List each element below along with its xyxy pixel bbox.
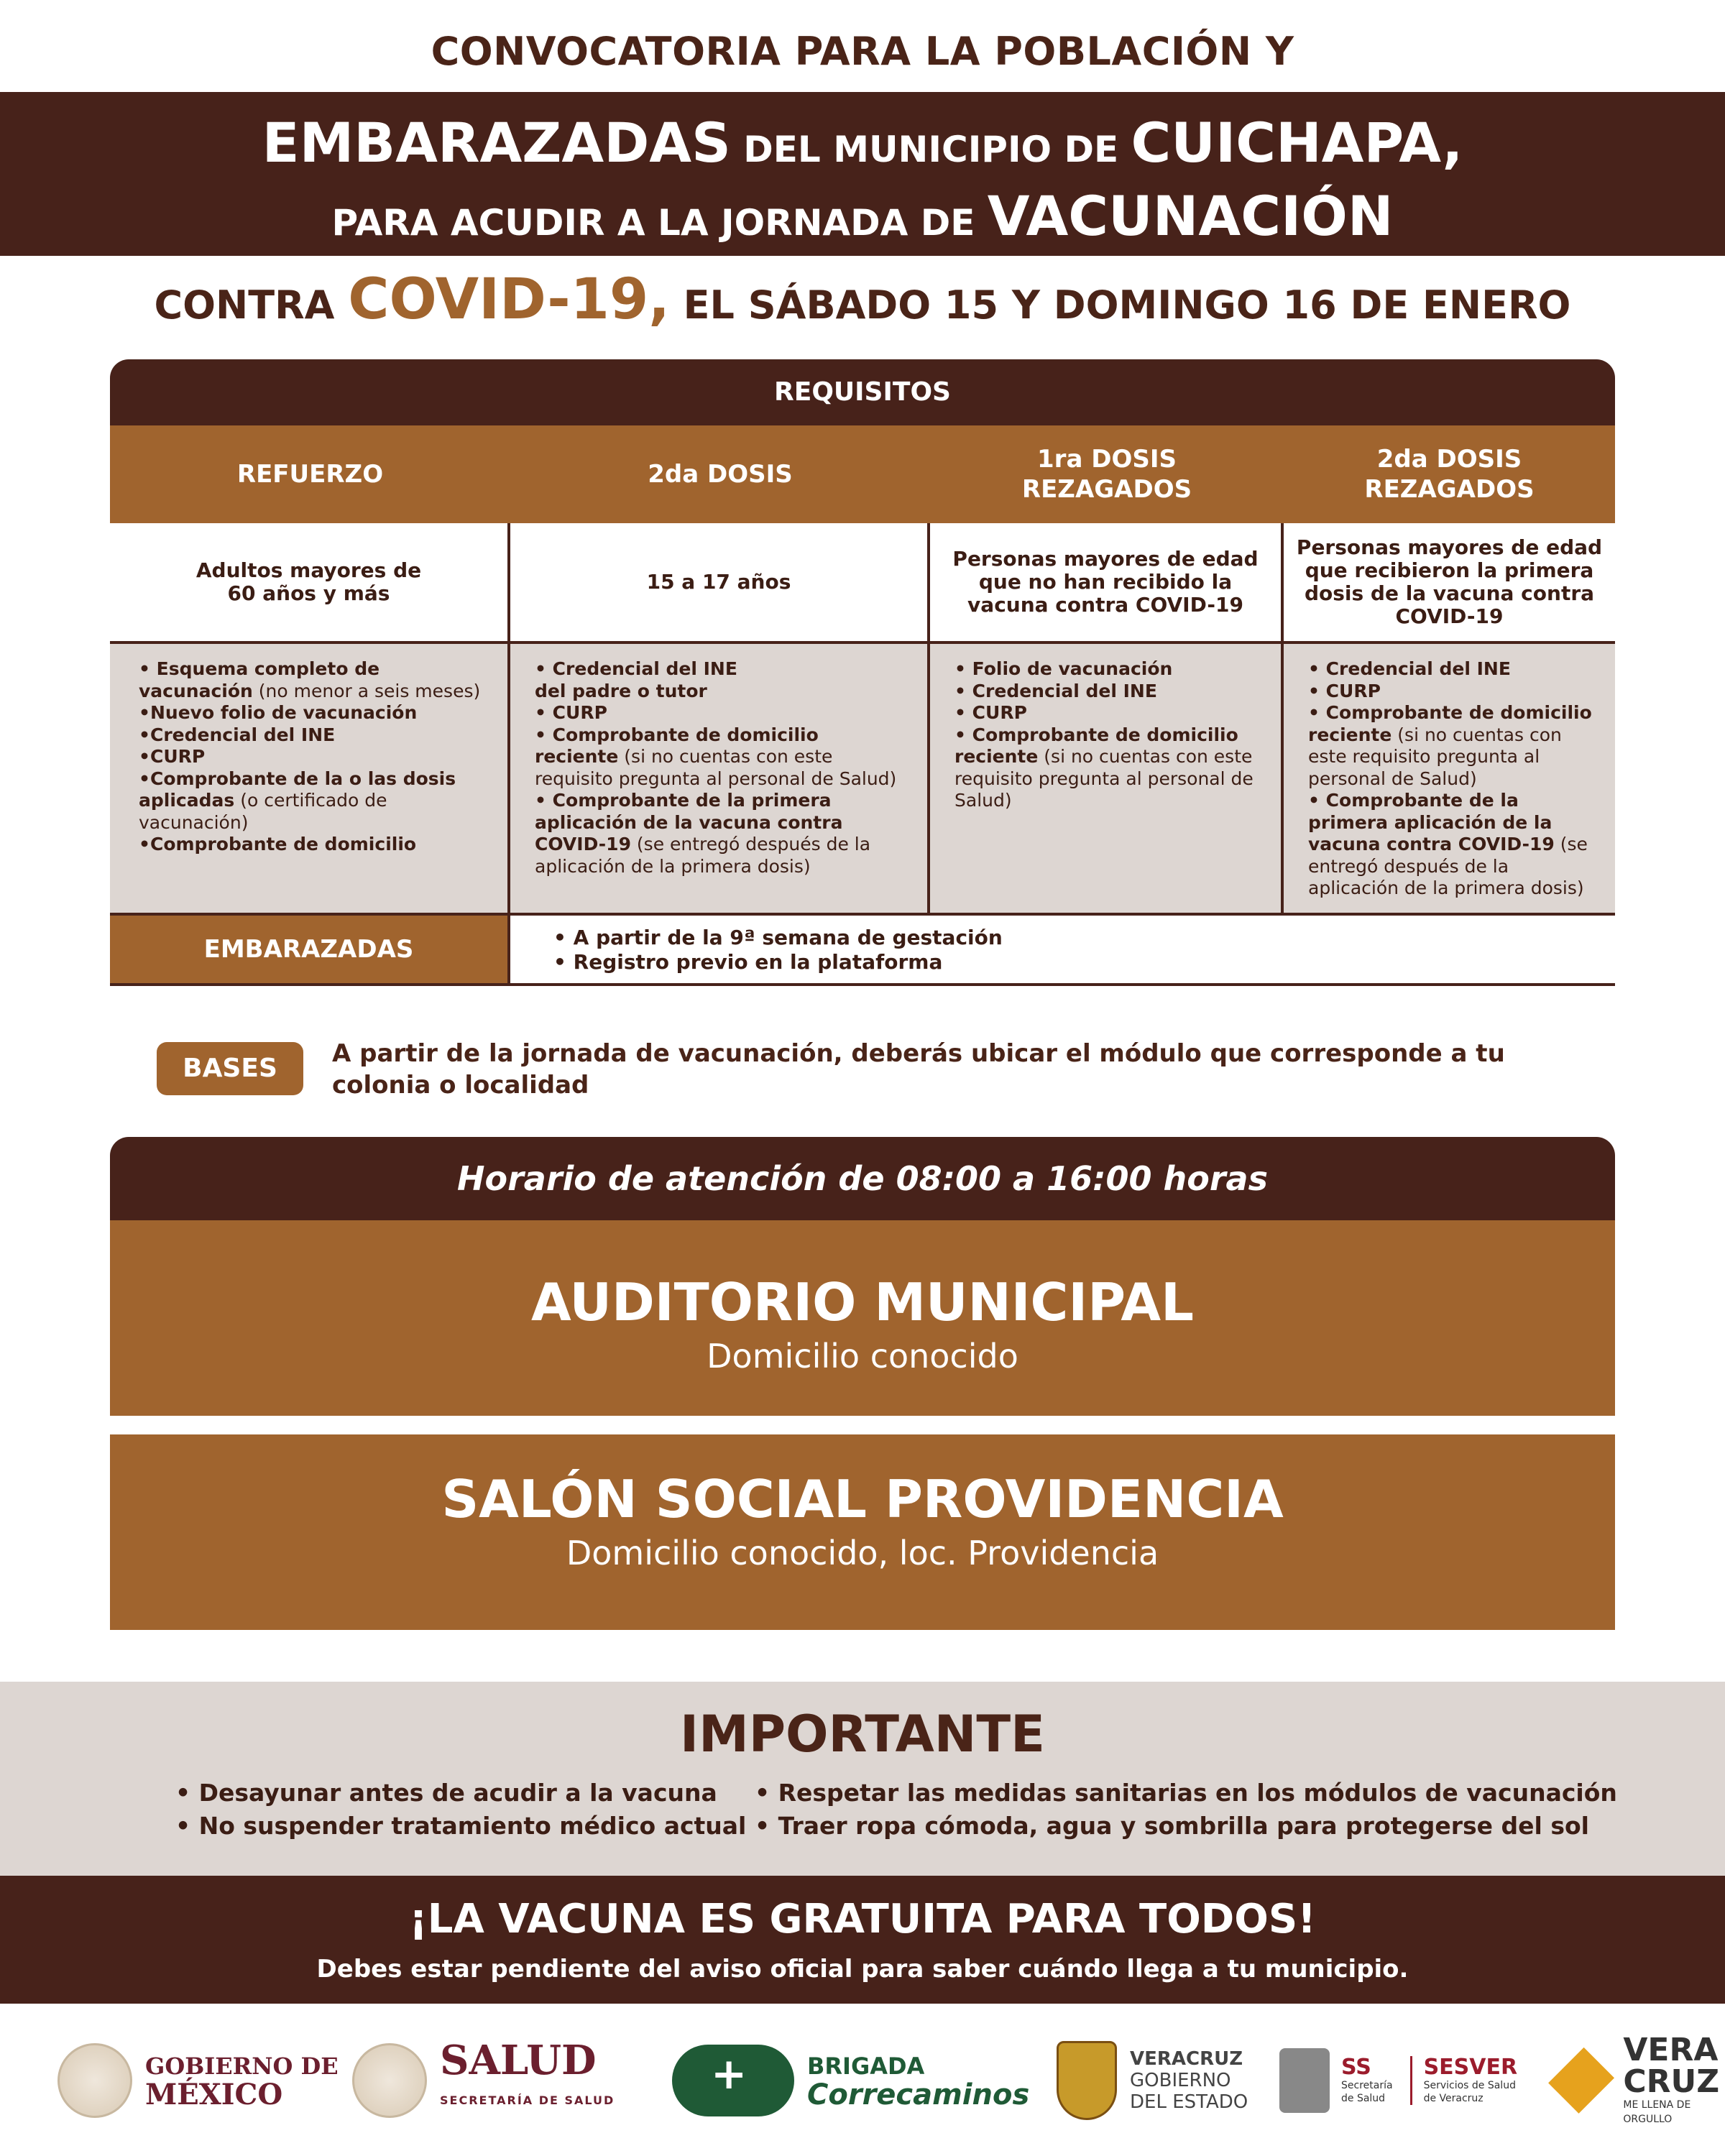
important-left-list [175, 1777, 746, 1843]
venue-name: SALÓN SOCIAL PROVIDENCIA [441, 1469, 1284, 1529]
eagle-seal-icon [58, 2043, 132, 2118]
embarazadas-row [110, 916, 1615, 986]
venue-salon [110, 1434, 1615, 1630]
doc-item: • CURP [1308, 680, 1381, 701]
important-item: • Desayunar antes de acudir a la vacuna [175, 1779, 717, 1807]
free-vaccine-banner [0, 1876, 1725, 2004]
col-segunda-rezagados [1284, 425, 1615, 523]
requirements-header-row [110, 425, 1615, 523]
doc-item: • Credencial del INE [954, 680, 1157, 701]
ss-title: SS [1341, 2055, 1371, 2080]
venue-name: AUDITORIO MUNICIPAL [531, 1272, 1194, 1332]
docs-primera-rez [930, 644, 1284, 913]
title-municipio-text: DEL MUNICIPIO DE [730, 129, 1131, 170]
doc-item: •Credencial del INE [139, 724, 336, 745]
free-title: ¡LA VACUNA ES GRATUITA PARA TODOS! [409, 1896, 1316, 1943]
salud-subtitle: SECRETARÍA DE SALUD [440, 2093, 615, 2107]
title-embarazadas: EMBARAZADAS [262, 111, 731, 175]
bases-badge: BASES [157, 1042, 303, 1095]
col-primera-rezagados [930, 425, 1284, 523]
veracruz-line-1: VERACRUZ [1130, 2048, 1243, 2070]
age-refuerzo-text: Adultos mayores de 60 años y más [196, 558, 422, 605]
requirements-table [110, 359, 1615, 986]
title-line-2 [0, 111, 1725, 175]
important-item: • Respetar las medidas sanitarias en los módulos de vacunación [755, 1779, 1617, 1807]
free-subtitle: Debes estar pendiente del aviso oficial para saber cuándo llega a tu municipio. [316, 1955, 1409, 1984]
veracruz-line-2: GOBIERNO [1130, 2070, 1231, 2091]
venue-auditorio [110, 1220, 1615, 1416]
title-line-3 [0, 184, 1725, 248]
docs-segunda-rez [1284, 644, 1615, 913]
doc-item: • Comprobante de la primera aplicación de la vacuna contra COVID-19 (se entregó después de la aplicación de la primera dosis) [1308, 790, 1588, 898]
salud-logo [352, 2034, 615, 2127]
hours-banner: Horario de atención de 08:00 a 16:00 horas [110, 1137, 1615, 1220]
date-covid: COVID-19, [348, 267, 670, 332]
title-band [0, 92, 1725, 256]
doc-item: • CURP [954, 702, 1027, 723]
important-section [0, 1682, 1725, 1876]
vera-line-2: CRUZ [1623, 2063, 1720, 2100]
ss-emblem-icon [1279, 2048, 1330, 2113]
title-vacunacion: VACUNACIÓN [987, 184, 1394, 248]
title-cuichapa: CUICHAPA, [1131, 111, 1463, 175]
ss-sesver-logo [1279, 2034, 1517, 2127]
age-segunda-rez: Personas mayores de edad que recibieron la primera dosis de la vacuna contra COVID-19 [1296, 535, 1603, 628]
embarazadas-item: • A partir de la 9ª semana de gestación [553, 926, 1003, 949]
col-primera-rezagados-label: 1ra DOSIS REZAGADOS [1021, 445, 1192, 504]
brigada-line-2: Correcaminos [807, 2078, 1030, 2111]
gobierno-line-1: GOBIERNO DE [145, 2053, 339, 2080]
doc-item: • Comprobante de la primera aplicación de la vacuna contra COVID-19 (se entregó después de la aplicación de la primera dosis) [535, 790, 871, 877]
ss-sub-1: Secretaría [1341, 2080, 1393, 2091]
vera-sub: ME LLENA DE ORGULLO [1623, 2099, 1691, 2125]
title-jornada-text: PARA ACUDIR A LA JORNADA DE [331, 202, 988, 244]
veracruz-gobierno-logo [1057, 2034, 1248, 2127]
doc-item: • Comprobante de domicilio reciente (si no cuentas con este requisito pregunta al personal de Salud) [954, 724, 1254, 811]
gobierno-line-2: MÉXICO [145, 2078, 283, 2111]
embarazadas-items [510, 916, 1615, 983]
requirements-title: REQUISITOS [110, 359, 1615, 425]
veracruz-shield-icon [1057, 2041, 1117, 2120]
bases-text: A partir de la jornada de vacunación, deberás ubicar el módulo que corresponde a tu colonia o localidad [332, 1039, 1505, 1100]
docs-refuerzo [110, 644, 510, 913]
col-refuerzo: REFUERZO [236, 460, 384, 489]
veracruz-line-3: DEL ESTADO [1130, 2091, 1248, 2113]
important-title: IMPORTANTE [680, 1705, 1045, 1764]
doc-item: •CURP [139, 746, 206, 767]
eagle-seal-icon [352, 2043, 427, 2118]
doc-item: • Esquema completo de vacunación (no menor a seis meses) [139, 658, 481, 701]
col-segunda-rezagados-label: 2da DOSIS REZAGADOS [1364, 445, 1535, 504]
date-contra: CONTRA [154, 282, 349, 328]
col-segunda-dosis: 2da DOSIS [648, 460, 793, 489]
doc-item: • Credencial del INE [1308, 658, 1511, 679]
date-text: EL SÁBADO 15 Y DOMINGO 16 DE ENERO [669, 282, 1571, 328]
requirements-docs-row [110, 644, 1615, 916]
title-line-1: CONVOCATORIA PARA LA POBLACIÓN Y [431, 29, 1294, 74]
docs-segunda [510, 644, 930, 913]
embarazadas-label: EMBARAZADAS [110, 916, 510, 983]
doc-item: •Comprobante de la o las dosis aplicadas (o certificado de vacunación) [139, 768, 456, 833]
brigada-correcaminos-logo [672, 2034, 1029, 2127]
doc-item: •Nuevo folio de vacunación [139, 702, 418, 723]
logos-footer [0, 2019, 1725, 2142]
veracruz-orgullo-logo [1560, 2034, 1725, 2127]
roadrunner-icon [672, 2045, 794, 2116]
venue-address: Domicilio conocido, loc. Providencia [566, 1534, 1159, 1572]
important-item: • No suspender tratamiento médico actual [175, 1812, 747, 1840]
doc-item: • CURP [535, 702, 607, 723]
embarazadas-item: • Registro previo en la plataforma [553, 950, 943, 974]
important-right-list [755, 1777, 1617, 1843]
age-primera-rez: Personas mayores de edad que no han recibido la vacuna contra COVID-19 [930, 523, 1284, 641]
salud-title: SALUD [440, 2037, 597, 2084]
vera-line-1: VERA [1623, 2032, 1719, 2068]
doc-item: • Comprobante de domicilio reciente (si no cuentas con este requisito pregunta al personal de Salud) [1308, 702, 1592, 789]
date-line [0, 267, 1725, 332]
age-refuerzo [110, 523, 510, 641]
doc-item: • Comprobante de domicilio reciente (si no cuentas con este requisito pregunta al personal de Salud) [535, 724, 897, 789]
gobierno-mexico-logo [58, 2034, 339, 2127]
doc-item: •Comprobante de domicilio [139, 834, 417, 854]
requirements-age-row [110, 523, 1615, 644]
veracruz-pattern-icon [1548, 2047, 1614, 2114]
important-item: • Traer ropa cómoda, agua y sombrilla para protegerse del sol [755, 1812, 1589, 1840]
ss-sub-2: de Salud [1341, 2093, 1386, 2104]
doc-item: • Folio de vacunación [954, 658, 1173, 679]
doc-item: • Credencial del INE del padre o tutor [535, 658, 737, 701]
brigada-line-1: BRIGADA [807, 2053, 925, 2080]
sesver-sub-1: Servicios de Salud [1423, 2080, 1516, 2091]
sesver-title: SESVER [1423, 2055, 1518, 2080]
venue-address: Domicilio conocido [707, 1337, 1018, 1376]
age-segunda: 15 a 17 años [510, 523, 930, 641]
sesver-sub-2: de Veracruz [1423, 2093, 1484, 2104]
